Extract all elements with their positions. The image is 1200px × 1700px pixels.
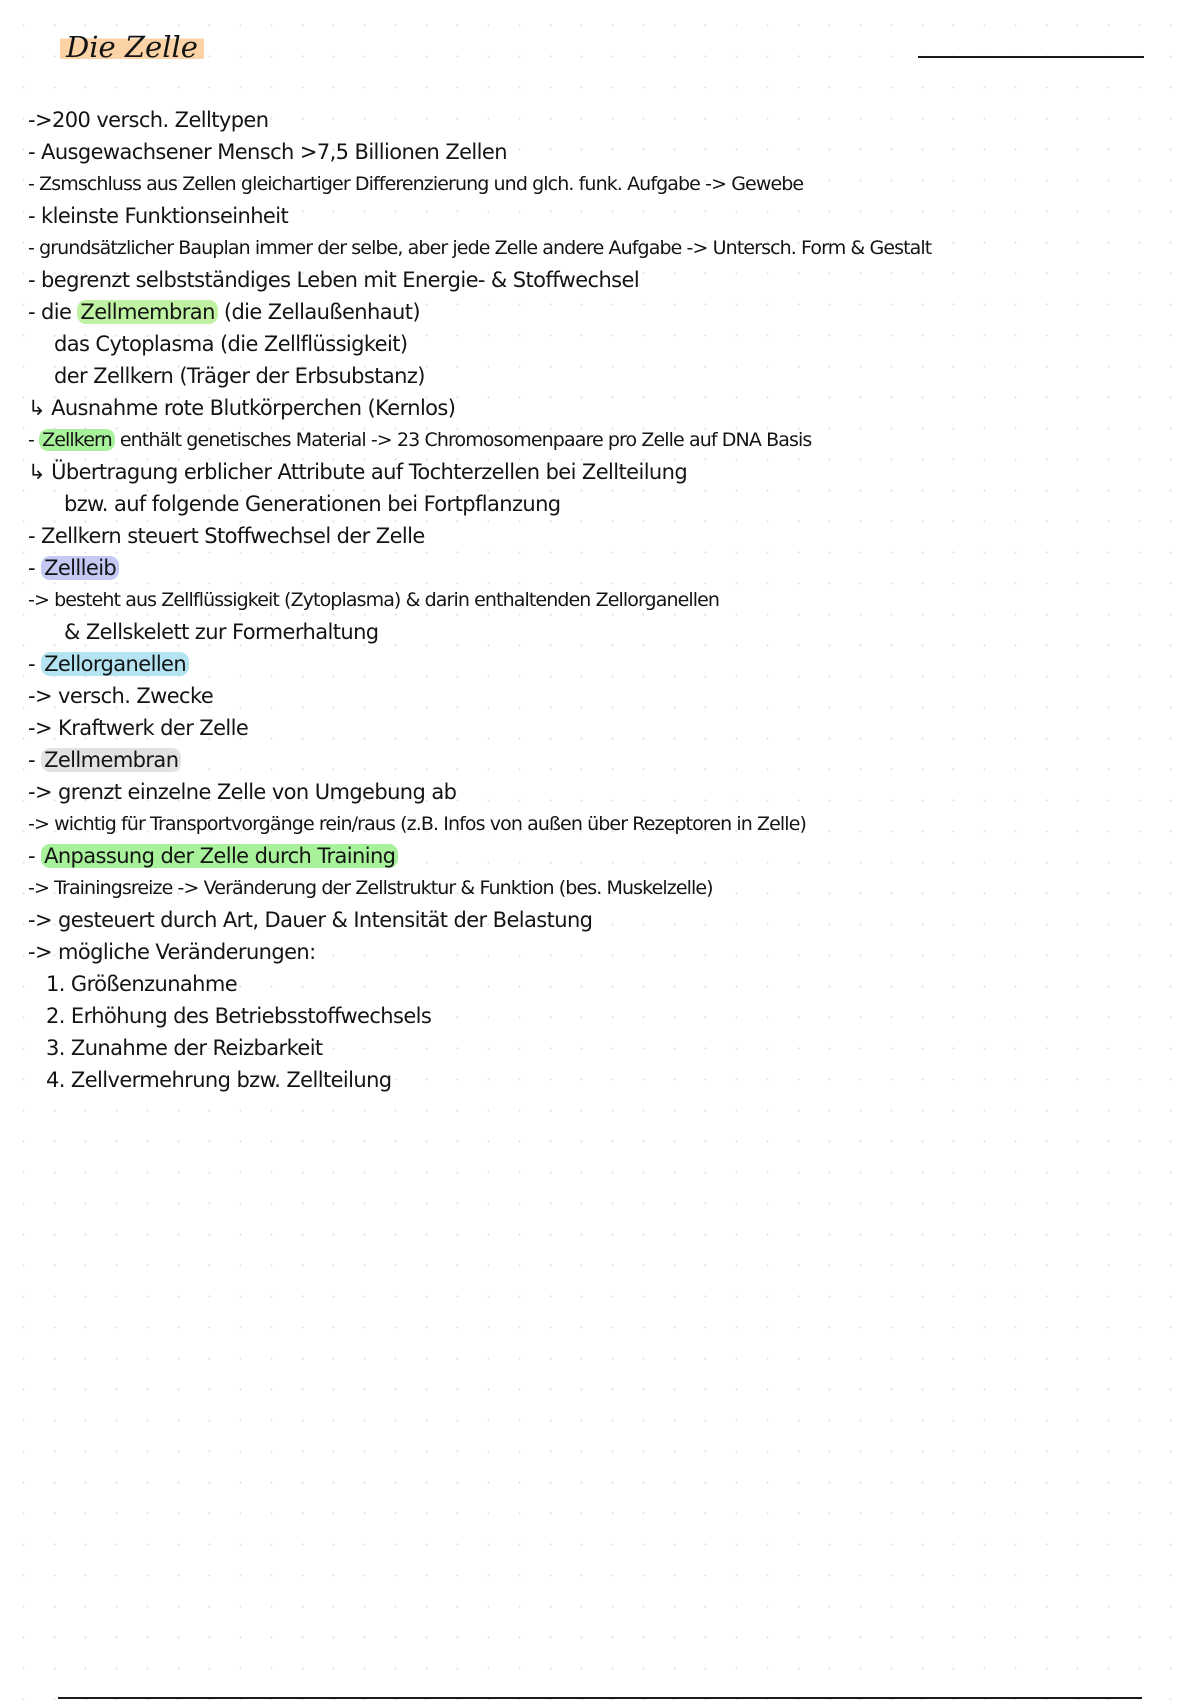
note-line: - Zellkern steuert Stoffwechsel der Zelle: [28, 524, 425, 548]
note-line: 4. Zellvermehrung bzw. Zellteilung: [46, 1068, 392, 1092]
note-line: ↳ Übertragung erblicher Attribute auf Tochterzellen bei Zellteilung: [28, 460, 688, 484]
note-line: -> wichtig für Transportvorgänge rein/raus (z.B. Infos von außen über Rezeptoren in Zelle): [28, 813, 806, 835]
note-line: 3. Zunahme der Reizbarkeit: [46, 1036, 323, 1060]
note-text: - die: [28, 300, 78, 324]
highlighted-term: Anpassung der Zelle durch Training: [41, 844, 398, 868]
note-line: - Ausgewachsener Mensch >7,5 Billionen Zellen: [28, 140, 507, 164]
note-line: - grundsätzlicher Bauplan immer der selbe, aber jede Zelle andere Aufgabe -> Untersch. Form & Gestalt: [28, 237, 932, 259]
note-line: bzw. auf folgende Generationen bei Fortpflanzung: [64, 492, 561, 516]
note-line: das Cytoplasma (die Zellflüssigkeit): [54, 332, 408, 356]
note-line: [28, 552, 1028, 584]
page-title: Die Zelle: [60, 30, 204, 64]
highlighted-term: Zellmembran: [77, 300, 217, 324]
note-line: -> mögliche Veränderungen:: [28, 940, 316, 964]
notes-list: [28, 104, 1028, 1096]
note-line: - begrenzt selbstständiges Leben mit Energie- & Stoffwechsel: [28, 268, 640, 292]
note-text: -: [28, 748, 42, 772]
highlighted-term: Zellorganellen: [41, 652, 189, 676]
note-line: [28, 424, 1028, 456]
note-line: [28, 744, 1028, 776]
note-text: -: [28, 844, 42, 868]
highlighted-term: Zellmembran: [41, 748, 181, 772]
note-line: [28, 648, 1028, 680]
note-line: & Zellskelett zur Formerhaltung: [64, 620, 379, 644]
note-line: ↳ Ausnahme rote Blutkörperchen (Kernlos): [28, 396, 456, 420]
note-text: enthält genetisches Material -> 23 Chromosomenpaare pro Zelle auf DNA Basis: [114, 429, 812, 451]
note-line: 2. Erhöhung des Betriebsstoffwechsels: [46, 1004, 432, 1028]
note-line: [28, 840, 1028, 872]
note-line: - kleinste Funktionseinheit: [28, 204, 289, 228]
top-rule-line: [918, 56, 1144, 58]
note-text: -: [28, 429, 40, 451]
note-line: [28, 296, 1028, 328]
note-line: - Zsmschluss aus Zellen gleichartiger Differenzierung und glch. funk. Aufgabe -> Gewebe: [28, 173, 804, 195]
note-text: -: [28, 652, 42, 676]
note-text: -: [28, 556, 42, 580]
note-line: -> grenzt einzelne Zelle von Umgebung ab: [28, 780, 457, 804]
note-line: -> gesteuert durch Art, Dauer & Intensität der Belastung: [28, 908, 593, 932]
note-line: der Zellkern (Träger der Erbsubstanz): [54, 364, 425, 388]
note-line: -> Trainingsreize -> Veränderung der Zellstruktur & Funktion (bes. Muskelzelle): [28, 877, 713, 899]
note-line: 1. Größenzunahme: [46, 972, 238, 996]
note-line: -> versch. Zwecke: [28, 684, 214, 708]
note-line: -> besteht aus Zellflüssigkeit (Zytoplasma) & darin enthaltenden Zellorganellen: [28, 589, 720, 611]
bottom-rule-line: [58, 1697, 1142, 1699]
note-line: -> Kraftwerk der Zelle: [28, 716, 249, 740]
highlighted-term: Zellkern: [39, 429, 115, 451]
note-line: ->200 versch. Zelltypen: [28, 108, 269, 132]
note-text: (die Zellaußenhaut): [217, 300, 420, 324]
highlighted-term: Zellleib: [41, 556, 119, 580]
